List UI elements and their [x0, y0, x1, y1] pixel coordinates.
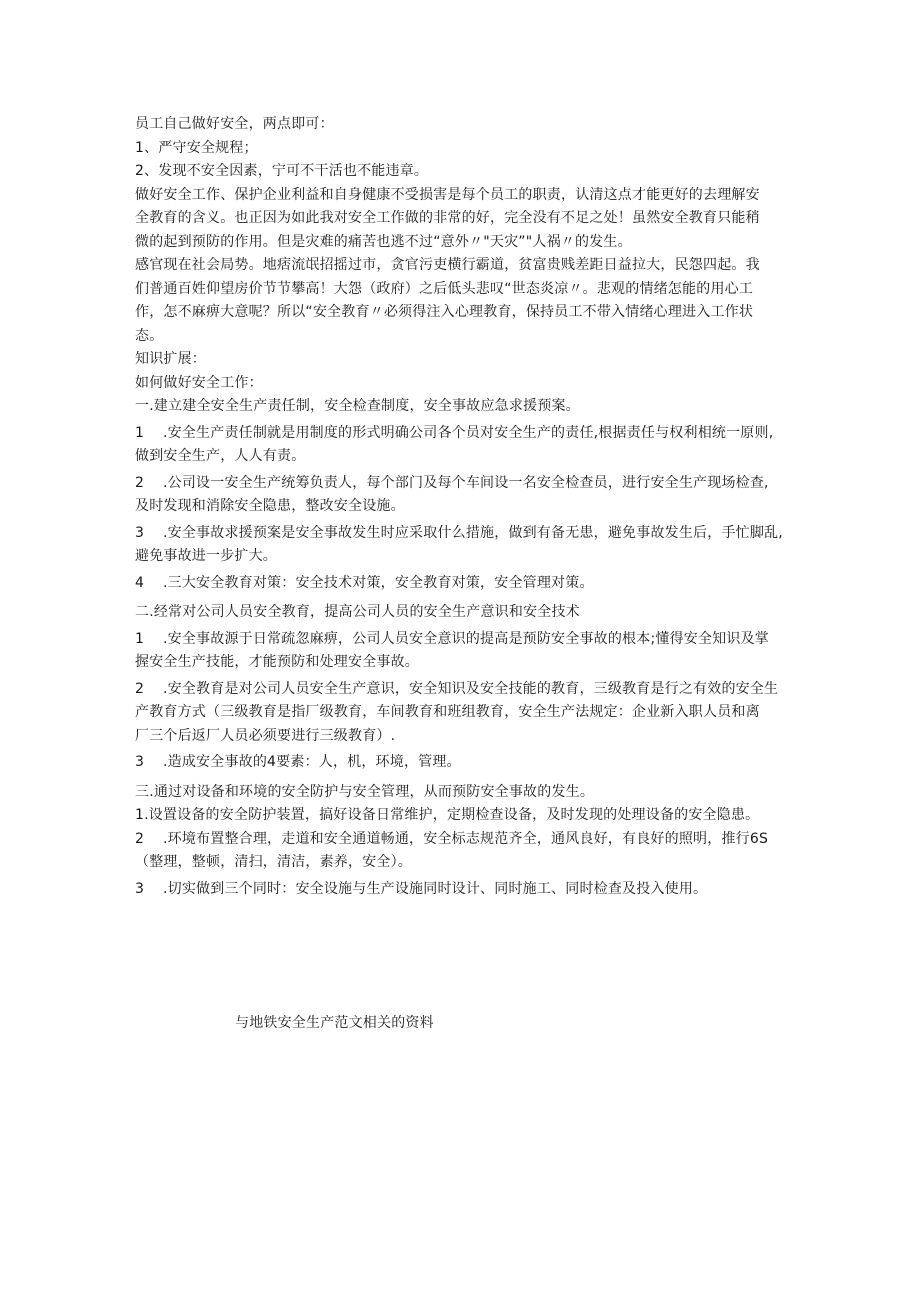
- paragraph-line: 们普通百姓仰望房价节节攀高！大怨（政府）之后低头悲叹“世态炎凉〃。悲观的情绪怎能的用心工: [135, 280, 754, 297]
- item-text: 及时发现和消除安全隐患，整改安全设施。: [135, 498, 405, 514]
- section-2-heading: 二.经常对公司人员安全教育，提高公司人员的安全生产意识和安全技术: [135, 604, 580, 620]
- knowledge-label: 知识扩展：: [135, 351, 206, 367]
- item-text: 握安全生产技能，才能预防和处理安全事故。: [135, 654, 419, 670]
- intro-point-1: 1、严守安全规程；: [135, 139, 258, 156]
- section-3-item-2: [135, 828, 797, 875]
- item-text: .切实做到三个同时：安全设施与生产设施同时设计、同时施工、同时检查及投入使用。: [163, 880, 708, 897]
- item-number: 3: [135, 524, 145, 541]
- paragraph-line: 作，怎不麻痹大意呢？所以“安全教育〃必须得注入心理教育，保持员工不带入情绪心理进入工作状: [135, 304, 754, 320]
- item-text: （整理，整顿，清扫，清洁，素养，安全）。: [135, 854, 412, 870]
- section-2-item-2: [135, 678, 797, 749]
- paragraph-line: 做好安全工作、保护企业利益和自身健康不受损害是每个员工的职责，认清这点才能更好的去理解安: [135, 186, 760, 203]
- item-text: .造成安全事故的4要素：人，机，环境，管理。: [163, 754, 461, 770]
- item-text: .安全生产责任制就是用制度的形式明确公司各个员对安全生产的责任,根据责任与权利相统一原则,: [163, 424, 774, 441]
- related-materials-caption: 与地铁安全生产范文相关的资料: [235, 1015, 434, 1031]
- document-body: [135, 113, 797, 901]
- paragraph-line: 全教育的含义。也正因为如此我对安全工作做的非常的好，完全没有不足之处！虽然安全教育只能稍: [135, 210, 760, 226]
- item-text: .环境布置整合理，走道和安全通道畅通，安全标志规范齐全，通风良好，有良好的照明，推行6S: [163, 830, 769, 847]
- item-text: .公司设一安全生产统筹负责人，每个部门及每个车间设一名安全检查员，进行安全生产现场检查,: [163, 474, 769, 491]
- item-text: 厂三个后返厂人员必须要进行三级教育）.: [135, 727, 396, 744]
- intro-point-2: 2、发现不安全因素，宁可不干活也不能违章。: [135, 163, 429, 179]
- item-text: .三大安全教育对策：安全技术对策，安全教育对策，安全管理对策。: [163, 574, 594, 591]
- item-text: .安全事故求援预案是安全事故发生时应采取什么措施，做到有备无患，避免事故发生后，手忙脚乱,: [163, 524, 783, 541]
- section-2-item-1: [135, 628, 797, 675]
- section-1-item-4: [135, 572, 797, 596]
- section-3-item-3: [135, 878, 797, 902]
- paragraph-responsibility: [135, 184, 797, 255]
- paragraph-line: 感官现在社会局势。地痞流氓招摇过市，贪官污吏横行霸道，贫富贵贱差距日益拉大，民怨四起。我: [135, 257, 760, 273]
- item-text: 做到安全生产，人人有责。: [135, 448, 306, 464]
- paragraph-society: [135, 254, 797, 348]
- item-text: 避免事故进一步扩大。: [135, 548, 277, 564]
- paragraph-line: 微的起到预防的作用。但是灾难的痛苦也逃不过“意外〃"天灾”"人祸〃的发生。: [135, 233, 632, 250]
- section-1-item-1: [135, 422, 797, 469]
- item-text: .安全事故源于日常疏忽麻痹，公司人员安全意识的提高是预防安全事故的根本;懂得安全知识及掌: [163, 630, 769, 647]
- paragraph-line: 态。: [135, 327, 164, 344]
- item-text: 产教育方式（三级教育是指厂级教育，车间教育和班组教育，安全生产法规定：企业新入职人员和离: [135, 704, 760, 720]
- item-number: 1: [135, 424, 145, 441]
- item-number: 3: [135, 754, 145, 770]
- item-text: .安全教育是对公司人员安全生产意识，安全知识及安全技能的教育，三级教育是行之有效的安全生: [163, 680, 779, 697]
- section-3-item-1: 1.设置设备的安全防护装置，搞好设备日常维护，定期检查设备，及时发现的处理设备的安全隐患。: [135, 807, 760, 823]
- section-1-item-2: [135, 472, 797, 519]
- section-2-item-3: [135, 751, 797, 775]
- item-number: 1: [135, 630, 145, 647]
- knowledge-question: 如何做好安全工作：: [135, 374, 263, 391]
- item-number: 2: [135, 680, 145, 697]
- section-3-heading: 三.通过对设备和环境的安全防护与安全管理，从而预防安全事故的发生。: [135, 783, 595, 800]
- item-number: 2: [135, 830, 145, 847]
- intro-title: 员工自己做好安全，两点即可：: [135, 116, 334, 132]
- section-1-item-3: [135, 522, 797, 569]
- item-number: 4: [135, 574, 145, 591]
- item-number: 2: [135, 474, 145, 491]
- section-1-heading: 一.建立建全安全生产责任制，安全检查制度，安全事故应急求援预案。: [135, 398, 580, 414]
- item-number: 3: [135, 880, 145, 897]
